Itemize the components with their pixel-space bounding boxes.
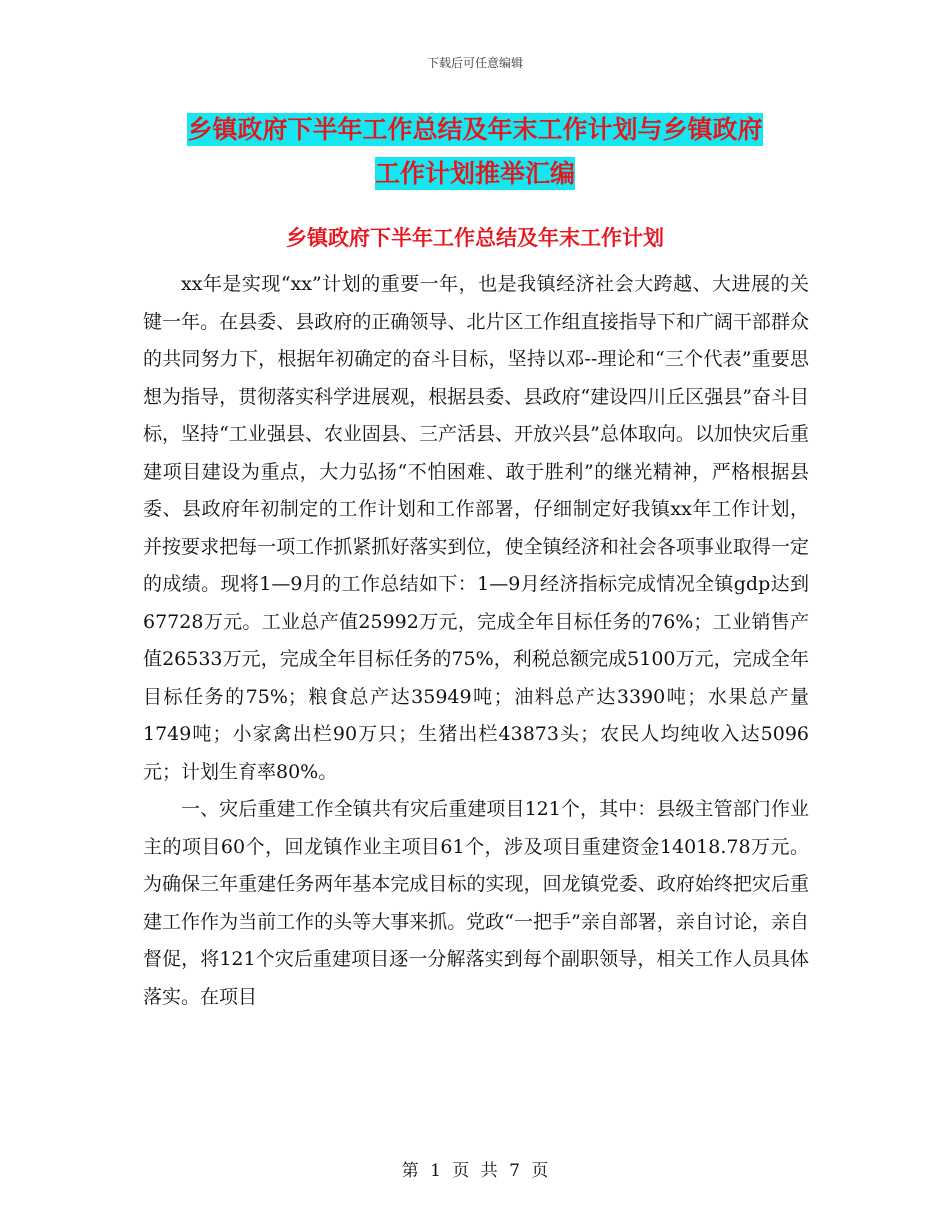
document-title	[140, 108, 810, 196]
section-title: 乡镇政府下半年工作总结及年末工作计划	[286, 226, 664, 250]
document-title-line-1: 乡镇政府下半年工作总结及年末工作计划与乡镇政府	[187, 115, 763, 144]
paragraph: xx年是实现“xx”计划的重要一年，也是我镇经济社会大跨越、大进展的关键一年。在县委、县政府的正确领导、北片区工作组直接指导下和广阔干部群众的共同努力下，根据年初确定的奋斗目标，坚持以邓--理论和“三个代表”重要思想为指导，贯彻落实科学进展观，根据县委、县政府“建设四川丘区强县”奋斗目标，坚持“工业强县、农业固县、三产活县、开放兴县”总体取向。以加快灾后重建项目建设为重点，大力弘扬“不怕困难、敢于胜利”的继光精神，严格根据县委、县政府年初制定的工作计划和工作部署，仔细制定好我镇xx年工作计划，并按要求把每一项工作抓紧抓好落实到位，使全镇经济和社会各项事业取得一定的成绩。现将1—9月的工作总结如下：1—9月经济指标完成情况全镇gdp达到67728万元。工业总产值25992万元，完成全年目标任务的76%；工业销售产值26533万元，完成全年目标任务的75%，利税总额完成5100万元，完成全年目标任务的75%；粮食总产达35949吨；油料总产达3390吨；水果总产量1749吨；小家禽出栏90万只；生猪出栏43873头；农民人均纯收入达5096元；计划生育率80%。	[143, 273, 809, 783]
document-body	[143, 266, 809, 1016]
document-title-line-2: 工作计划推举汇编	[374, 159, 575, 188]
paragraph: 一、灾后重建工作全镇共有灾后重建项目121个，其中：县级主管部门作业主的项目60个，回龙镇作业主项目61个，涉及项目重建资金14018.78万元。为确保三年重建任务两年基本完成目标的实现，回龙镇党委、政府始终把灾后重建工作作为当前工作的头等大事来抓。党政“一把手”亲自部署，亲自讨论，亲自督促，将121个灾后重建项目逐一分解落实到每个副职领导，相关工作人员具体落实。在项目	[143, 798, 809, 1008]
page-number-footer: 第 1 页 共 7 页	[401, 1161, 549, 1181]
page-header-note: 下载后可任意编辑	[426, 56, 523, 70]
